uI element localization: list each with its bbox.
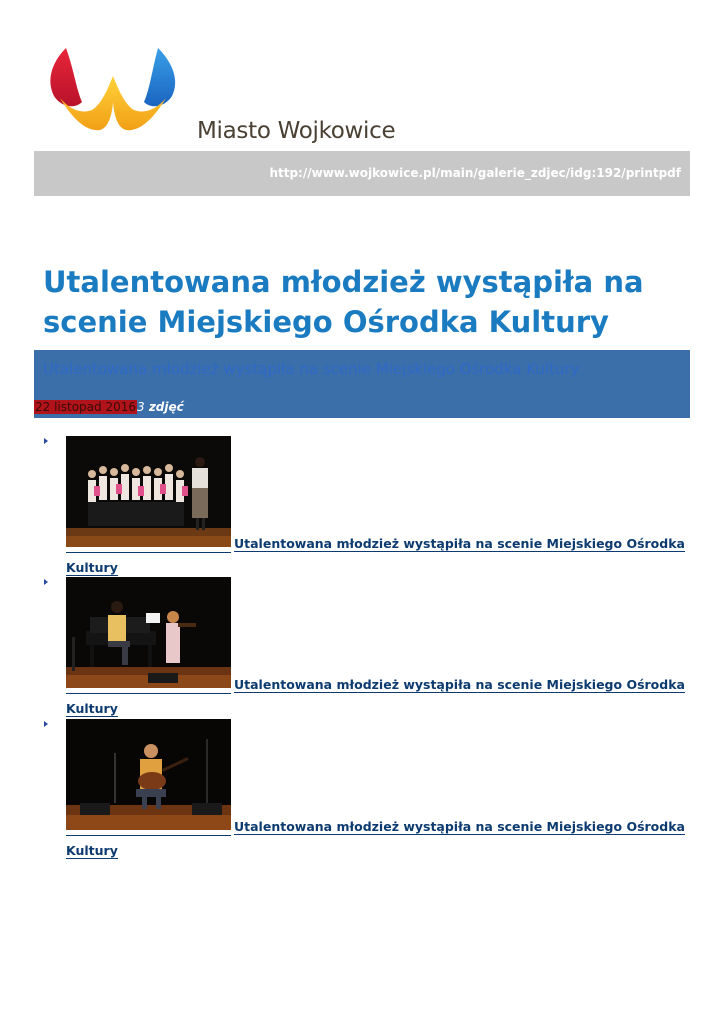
- list-item: [44, 719, 694, 859]
- bullet-arrow-icon: [44, 438, 48, 444]
- gallery-item-label: Utalentowana młodzież wystąpiła na scenie Miejskiego Ośrodka Kultury: [66, 677, 685, 716]
- wojkowice-logo-icon: [46, 40, 180, 136]
- site-name: Miasto Wojkowice: [197, 118, 396, 144]
- list-item: [44, 577, 694, 717]
- article-title: Utalentowana młodzież wystąpiła na scenie Miejskiego Ośrodka Kultury: [43, 265, 644, 339]
- gallery-header: [34, 350, 690, 418]
- gallery-item-label: Utalentowana młodzież wystąpiła na scenie Miejskiego Ośrodka Kultury: [66, 536, 685, 575]
- choir-performance-photo[interactable]: [66, 436, 231, 547]
- piano-violin-duet-photo[interactable]: [66, 577, 231, 688]
- gallery-item-link[interactable]: [66, 815, 686, 863]
- guitarist-solo-photo[interactable]: [66, 719, 231, 830]
- gallery-item-link[interactable]: [66, 532, 686, 580]
- photo-count: 3: [137, 400, 145, 414]
- url-bar: [34, 151, 690, 196]
- gallery-meta: [34, 399, 184, 415]
- list-item: [44, 436, 694, 576]
- bullet-arrow-icon: [44, 721, 48, 727]
- gallery-item-label: Utalentowana młodzież wystąpiła na scenie Miejskiego Ośrodka Kultury: [66, 819, 685, 858]
- photo-count-label: zdjęć: [144, 400, 184, 414]
- gallery-item-link[interactable]: [66, 673, 686, 721]
- bullet-arrow-icon: [44, 579, 48, 585]
- page-url[interactable]: http://www.wojkowice.pl/main/galerie_zdjec/idg:192/printpdf: [269, 166, 681, 180]
- gallery-date: 22 listopad 2016: [35, 400, 136, 414]
- gallery-title: Utalentowana młodzież wystąpiła na scenie Miejskiego Ośrodka Kultury: [43, 360, 580, 378]
